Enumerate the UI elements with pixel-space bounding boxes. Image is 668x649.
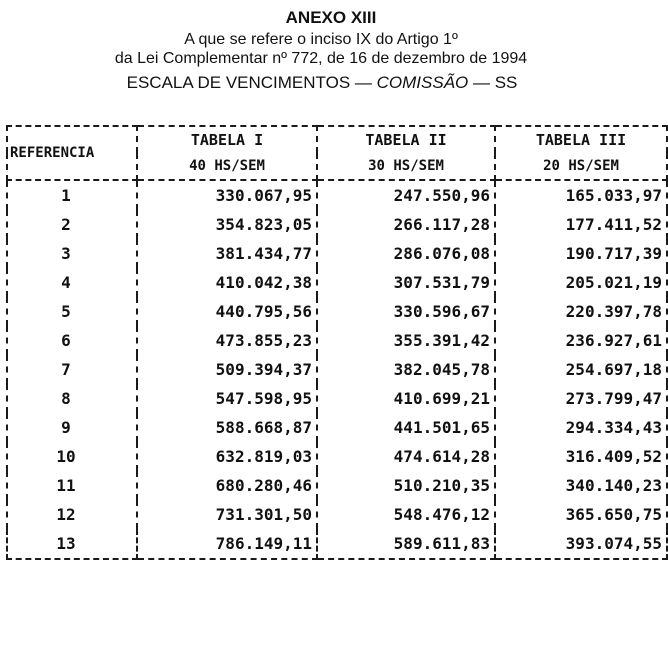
scale-title-part-1: ESCALA DE VENCIMENTOS —	[126, 73, 377, 92]
tabela-i-value: 509.394,37	[137, 355, 317, 384]
tabela-i-value: 588.668,87	[137, 413, 317, 442]
tabela-ii-value: 410.699,21	[317, 384, 495, 413]
tabela-iii-value: 254.697,18	[495, 355, 667, 384]
reference-cell: 8	[7, 384, 137, 413]
tabela-ii-value: 589.611,83	[317, 529, 495, 559]
tabela-iii-value: 393.074,55	[495, 529, 667, 559]
reference-line-2: da Lei Complementar nº 772, de 16 de dezembro de 1994	[114, 50, 528, 67]
tabela-i-value: 330.067,95	[137, 180, 317, 210]
tabela-i-value: 440.795,56	[137, 297, 317, 326]
reference-cell: 12	[7, 500, 137, 529]
tabela-i-value: 632.819,03	[137, 442, 317, 471]
tabela-iii-hours: 20 HS/SEM	[495, 153, 667, 180]
tabela-ii-value: 247.550,96	[317, 180, 495, 210]
tabela-i-header: TABELA I	[137, 126, 317, 153]
tabela-iii-value: 177.411,52	[495, 210, 667, 239]
tabela-i-value: 547.598,95	[137, 384, 317, 413]
tabela-iii-header: TABELA III	[495, 126, 667, 153]
tabela-ii-value: 441.501,65	[317, 413, 495, 442]
table-row	[7, 239, 667, 268]
table-row	[7, 442, 667, 471]
table-row	[7, 500, 667, 529]
tabela-iii-value: 365.650,75	[495, 500, 667, 529]
table-row	[7, 355, 667, 384]
table-row	[7, 326, 667, 355]
reference-column-header: REFERENCIA	[7, 126, 137, 180]
reference-cell: 9	[7, 413, 137, 442]
tabela-ii-hours: 30 HS/SEM	[317, 153, 495, 180]
salary-scale-table	[6, 125, 668, 560]
scale-title	[0, 70, 668, 96]
tabela-iii-value: 294.334,43	[495, 413, 667, 442]
annex-title: ANEXO XIII	[285, 8, 377, 27]
tabela-i-value: 473.855,23	[137, 326, 317, 355]
tabela-ii-value: 355.391,42	[317, 326, 495, 355]
tabela-ii-value: 510.210,35	[317, 471, 495, 500]
table-header-row	[7, 126, 667, 153]
tabela-i-value: 354.823,05	[137, 210, 317, 239]
table-row	[7, 180, 667, 210]
table-row	[7, 210, 667, 239]
reference-cell: 5	[7, 297, 137, 326]
reference-cell: 11	[7, 471, 137, 500]
tabela-iii-value: 205.021,19	[495, 268, 667, 297]
tabela-ii-value: 266.117,28	[317, 210, 495, 239]
table-row	[7, 471, 667, 500]
table-row	[7, 384, 667, 413]
reference-cell: 2	[7, 210, 137, 239]
document-header	[0, 6, 668, 96]
reference-cell: 3	[7, 239, 137, 268]
tabela-ii-value: 286.076,08	[317, 239, 495, 268]
tabela-ii-value: 548.476,12	[317, 500, 495, 529]
table-row	[7, 529, 667, 559]
reference-cell: 7	[7, 355, 137, 384]
tabela-ii-value: 330.596,67	[317, 297, 495, 326]
tabela-i-value: 381.434,77	[137, 239, 317, 268]
tabela-ii-value: 307.531,79	[317, 268, 495, 297]
tabela-ii-value: 382.045,78	[317, 355, 495, 384]
tabela-ii-value: 474.614,28	[317, 442, 495, 471]
reference-cell: 10	[7, 442, 137, 471]
tabela-iii-value: 190.717,39	[495, 239, 667, 268]
scale-title-part-2: COMISSÃO	[376, 73, 469, 92]
reference-line-1: A que se refere o inciso IX do Artigo 1º	[184, 31, 458, 48]
reference-cell: 4	[7, 268, 137, 297]
reference-cell: 13	[7, 529, 137, 559]
tabela-iii-value: 316.409,52	[495, 442, 667, 471]
tabela-iii-value: 236.927,61	[495, 326, 667, 355]
tabela-iii-value: 273.799,47	[495, 384, 667, 413]
table-row	[7, 413, 667, 442]
tabela-i-hours: 40 HS/SEM	[137, 153, 317, 180]
reference-cell: 1	[7, 180, 137, 210]
tabela-i-value: 731.301,50	[137, 500, 317, 529]
salary-table-container	[6, 125, 666, 645]
tabela-i-value: 680.280,46	[137, 471, 317, 500]
tabela-i-value: 786.149,11	[137, 529, 317, 559]
tabela-ii-header: TABELA II	[317, 126, 495, 153]
tabela-iii-value: 340.140,23	[495, 471, 667, 500]
tabela-i-value: 410.042,38	[137, 268, 317, 297]
reference-cell: 6	[7, 326, 137, 355]
scale-title-part-3: — SS	[468, 73, 518, 92]
table-row	[7, 268, 667, 297]
tabela-iii-value: 220.397,78	[495, 297, 667, 326]
table-row	[7, 297, 667, 326]
tabela-iii-value: 165.033,97	[495, 180, 667, 210]
